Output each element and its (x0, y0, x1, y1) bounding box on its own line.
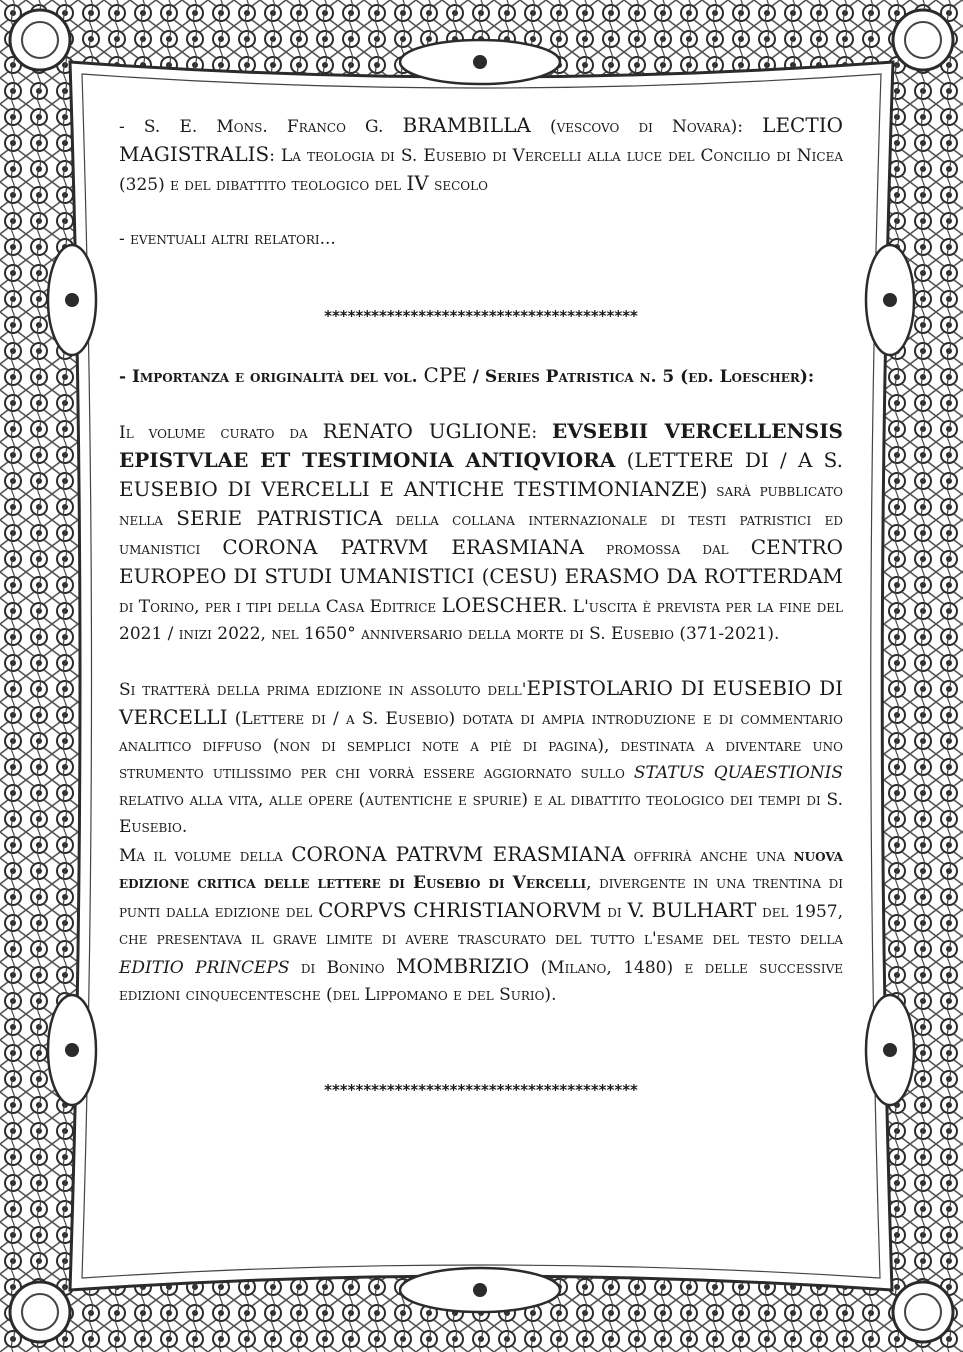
paragraph-epistolario: Si tratterà della prima edizione in assoluto dell'EPISTOLARIO DI EUSEBIO DI VERCELLI (Lettere di / a S. Eusebio) dotata di ampia introduzione e di commentario analitico diffuso (non di semplici note a piè di pagina), destinata a diventare uno strumento utilissimo per chi vorrà essere aggiornato sullo STATUS QUAESTIONIS relativo alla vita, alle opere (autentiche e spurie) e al dibattito teologico dei tempi di S. Eusebio. (119, 676, 844, 837)
separator-stars-bottom: **************************************** (324, 1081, 638, 1099)
paragraph-critical-edition: Ma il volume della CORONA PATRVM ERASMIANA offrirà anche una nuova edizione critica delle lettere di Eusebio di Vercelli, divergente in una trentina di punti dalla edizione del CORPVS CHRISTIANORVM di V. BULHART del 1957, che presentava il grave limite di avere trascurato del tutto l'esame del testo della EDITIO PRINCEPS di Bonino MOMBRIZIO (Milano, 1480) e delle successive edizioni cinquecentesche (del Lippomano e del Surio). (119, 842, 844, 1005)
separator-stars: **************************************** (324, 307, 638, 325)
speaker-item: - S. E. Mons. Franco G. BRAMBILLA (vescovo di Novara): LECTIO MAGISTRALIS: La teologia di S. Eusebio di Vercelli alla luce del Concilio di Nicea (325) e del dibattito teologico del IV secolo (119, 113, 843, 195)
section-heading: - Importanza e originalità del vol. CPE / Series Patristica n. 5 (ed. Loescher): (119, 363, 815, 387)
document-body (119, 112, 843, 1104)
paragraph-volume: Il volume curato da RENATO UGLIONE: EVSEBII VERCELLENSIS EPISTVLAE ET TESTIMONIA ANTIQVIORA (LETTERE DI / A S. EUSEBIO DI VERCELLI E ANTICHE TESTIMONIANZE) sarà pubblicato nella SERIE PATRISTICA della collana internazionale di testi patristici ed umanistici CORONA PATRVM ERASMIANA promossa dal CENTRO EUROPEO DI STUDI UMANISTICI (CESU) ERASMO DA ROTTERDAM di Torino, per i tipi della Casa Editrice LOESCHER. L'uscita è prevista per la fine del 2021 / inizi 2022, nel 1650° anniversario della morte di S. Eusebio (371-2021). (119, 419, 843, 644)
other-speakers-item: - eventuali altri relatori... (119, 229, 336, 249)
